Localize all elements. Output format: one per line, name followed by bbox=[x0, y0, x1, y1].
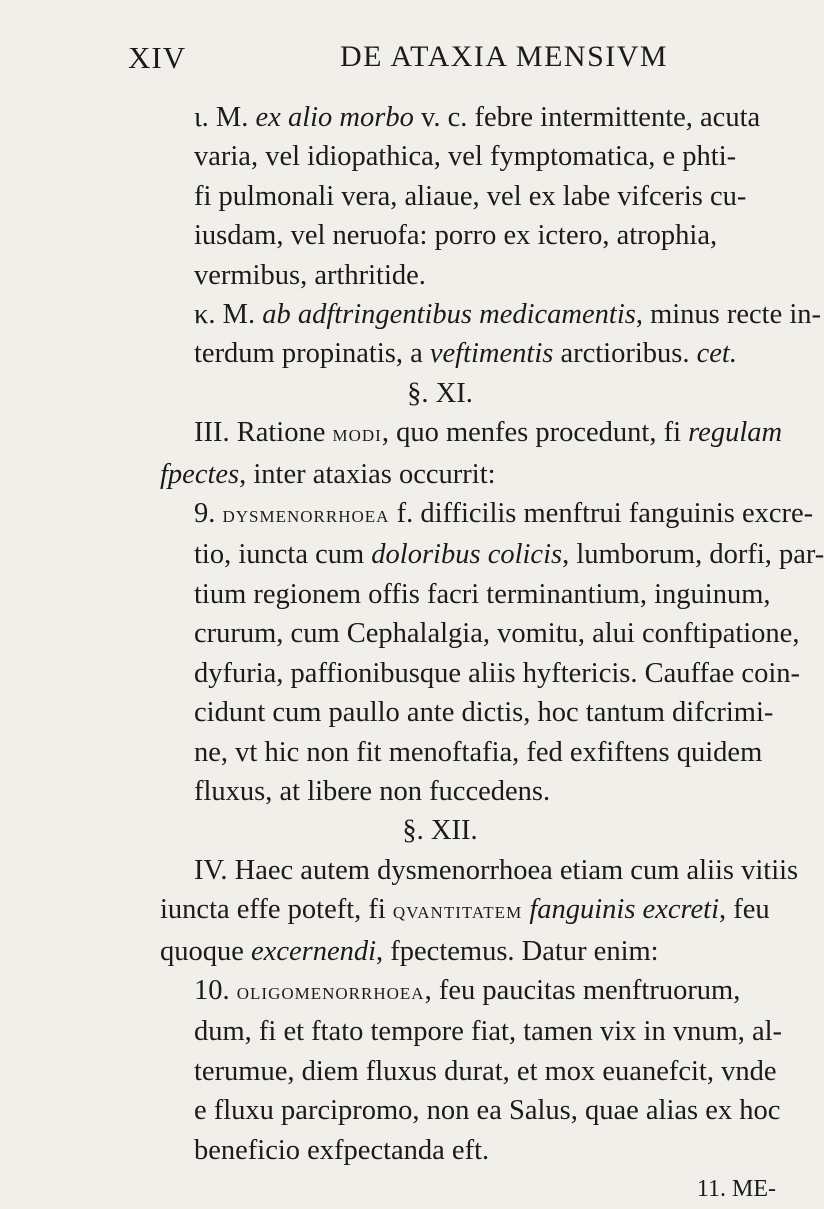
text-line: tium regionem offis facri terminantium, inguinum, bbox=[194, 578, 771, 610]
text-line: iuncta effe poteft, fi qvantitatem fanguinis excreti, feu bbox=[160, 894, 770, 926]
text-line: terdum propinatis, a veftimentis arctioribus. cet. bbox=[194, 338, 737, 370]
text-line: dyfuria, paffionibusque aliis hyftericis. Cauffae coin- bbox=[194, 657, 800, 689]
text-line: e fluxu parcipromo, non ea Salus, quae alias ex hoc bbox=[194, 1095, 781, 1127]
text-line: §. XII. bbox=[402, 815, 478, 847]
text-line: cidunt cum paullo ante dictis, hoc tantum difcrimi- bbox=[194, 697, 774, 729]
text-line: 11. ME- bbox=[696, 1175, 776, 1202]
text-line: fpectes, inter ataxias occurrit: bbox=[160, 458, 496, 490]
text-line: 9. dysmenorrhoea f. difficilis menftrui fanguinis excre- bbox=[194, 498, 814, 530]
running-header bbox=[0, 36, 800, 86]
text-line: terumue, diem fluxus durat, et mox euanefcit, vnde bbox=[194, 1055, 777, 1087]
text-line: 10. oligomenorrhoea, feu paucitas menftruorum, bbox=[194, 974, 741, 1006]
text-body bbox=[160, 98, 824, 1209]
text-line: quoque excernendi, fpectemus. Datur enim: bbox=[160, 935, 659, 967]
text-line: ι. M. ex alio morbo v. c. febre intermittente, acuta bbox=[194, 102, 761, 133]
text-line: fi pulmonali vera, aliaue, vel ex labe vifceris cu- bbox=[194, 180, 747, 212]
text-line: §. XI. bbox=[407, 377, 473, 409]
text-line: crurum, cum Cephalalgia, vomitu, alui conftipatione, bbox=[194, 618, 800, 650]
text-line: beneficio exfpectanda eft. bbox=[194, 1134, 490, 1166]
text-line: vermibus, arthritide. bbox=[194, 259, 426, 291]
text-line: ne, vt hic non fit menoftafia, fed exfiftens quidem bbox=[194, 736, 763, 768]
text-line: varia, vel idiopathica, vel fymptomatica, e phti- bbox=[194, 141, 737, 173]
text-line: dum, fi et ftato tempore fiat, tamen vix in vnum, al- bbox=[194, 1016, 783, 1048]
text-line: κ. M. ab adftringentibus medicamentis, minus recte in- bbox=[194, 299, 822, 331]
text-line: iusdam, vel neruofa: porro ex ictero, atrophia, bbox=[194, 220, 718, 252]
running-title: DE ATAXIA MENSIVM bbox=[340, 40, 669, 73]
text-line: III. Ratione modi, quo menfes procedunt, fi regulam bbox=[194, 417, 783, 449]
text-line: IV. Haec autem dysmenorrhoea etiam cum aliis vitiis bbox=[194, 854, 799, 886]
page-number: XIV bbox=[128, 40, 187, 75]
text-line: fluxus, at libere non fuccedens. bbox=[194, 775, 551, 807]
text-line: tio, iuncta cum doloribus colicis, lumborum, dorfi, par- bbox=[194, 539, 824, 571]
